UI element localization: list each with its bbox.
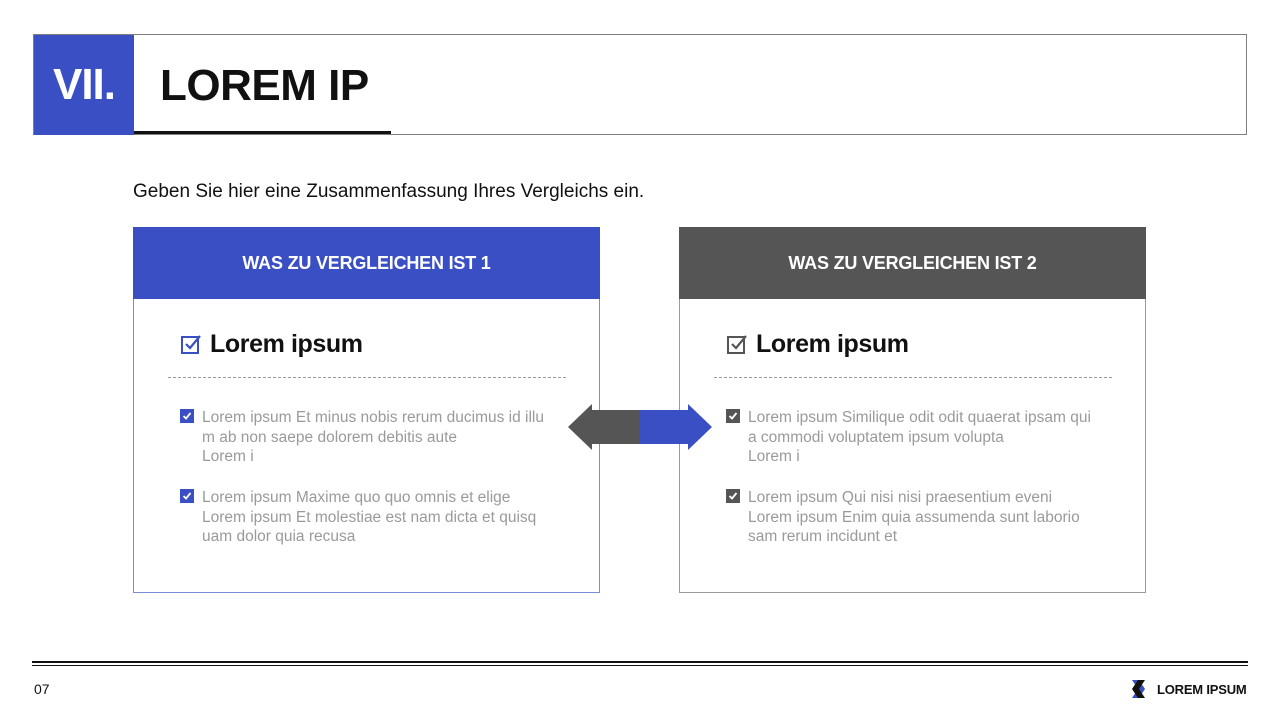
brand-name: LOREM IPSUM <box>1157 681 1247 697</box>
list-item-text: Lorem ipsum Et minus nobis rerum ducimus id illu m ab non saepe dolorem debitis aute Lorem i <box>202 409 544 465</box>
brand-logo <box>1132 680 1247 698</box>
list-item-text: Lorem ipsum Qui nisi nisi praesentium eveni Lorem ipsum Enim quia assumenda sunt laborio sam rerum incidunt et <box>748 489 1080 545</box>
dashed-divider <box>714 377 1112 378</box>
card-title: Lorem ipsum <box>756 330 909 358</box>
card-heading: WAS ZU VERGLEICHEN IST 2 <box>679 227 1146 299</box>
list-item <box>180 488 570 547</box>
page-number: 07 <box>34 681 50 697</box>
x-logo-icon <box>1132 680 1154 698</box>
checkbox-outline-icon <box>180 334 202 356</box>
list-item <box>726 488 1116 547</box>
checkbox-outline-icon <box>726 334 748 356</box>
list-item <box>726 408 1116 467</box>
checkbox-checked-icon <box>180 409 194 423</box>
list-item-text: Lorem ipsum Maxime quo quo omnis et elige Lorem ipsum Et molestiae est nam dicta et quisq uam dolor quia recusa <box>202 489 537 545</box>
checkbox-checked-icon <box>180 489 194 503</box>
checkbox-checked-icon <box>726 489 740 503</box>
footer-divider <box>32 661 1248 663</box>
comparison-card-1 <box>133 227 600 593</box>
section-number: VII. <box>34 35 134 135</box>
comparison-summary: Geben Sie hier eine Zusammenfassung Ihres Vergleichs ein. <box>133 181 645 202</box>
dashed-divider <box>168 377 566 378</box>
list-item-text: Lorem ipsum Similique odit odit quaerat ipsam qui a commodi voluptatem ipsum volupta Lorem i <box>748 409 1091 465</box>
title-underline <box>134 131 391 134</box>
card-heading: WAS ZU VERGLEICHEN IST 1 <box>133 227 600 299</box>
slide-header <box>33 34 1247 135</box>
list-item <box>180 408 570 467</box>
comparison-card-2 <box>679 227 1146 593</box>
card-title-row <box>180 330 363 359</box>
slide-title: LOREM IP <box>160 61 369 110</box>
card-title-row <box>726 330 909 359</box>
checkbox-checked-icon <box>726 409 740 423</box>
double-arrow-icon <box>568 403 712 451</box>
footer-divider-thin <box>32 665 1248 666</box>
card-title: Lorem ipsum <box>210 330 363 358</box>
